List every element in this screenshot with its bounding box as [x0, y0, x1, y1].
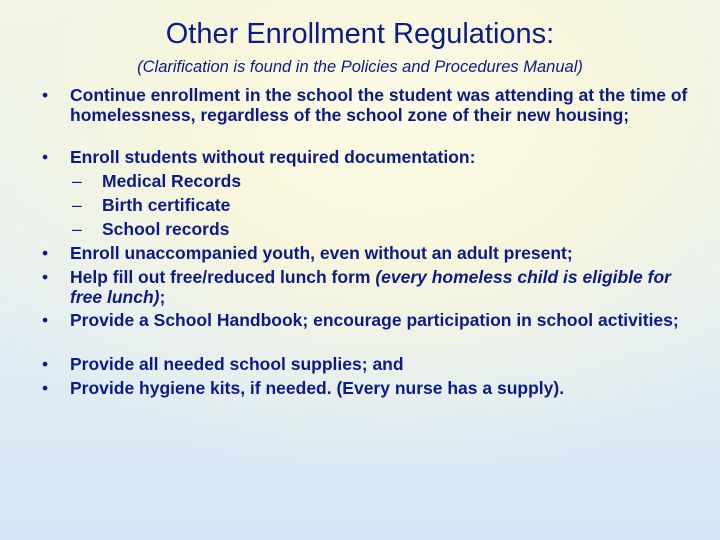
- list-item-text: Provide all needed school supplies; and: [70, 354, 404, 374]
- list-item-text: Enroll unaccompanied youth, even without an adult present;: [70, 243, 573, 263]
- list-item-italic-text: (every homeless child is eligible for free lunch): [70, 267, 671, 307]
- list-item: [42, 267, 690, 307]
- sub-list-item: [72, 195, 231, 215]
- sub-list-item-text: Medical Records: [102, 171, 242, 191]
- list-item-text: Help fill out free/reduced lunch form: [70, 267, 376, 287]
- list-item: [42, 85, 690, 125]
- bullet-icon: •: [42, 378, 49, 398]
- slide-subtitle: (Clarification is found in the Policies and Procedures Manual): [137, 58, 583, 76]
- sub-list-item-text: School records: [102, 219, 230, 239]
- dash-icon: –: [72, 219, 82, 239]
- list-item-text: Continue enrollment in the school the student was attending at the time of homelessness, regardless of the school zone of their new housing;: [70, 85, 688, 125]
- list-item-text: Provide hygiene kits, if needed. (Every nurse has a supply).: [70, 378, 565, 398]
- sub-list-item: [72, 171, 242, 191]
- sub-list-item-text: Birth certificate: [102, 195, 231, 215]
- bullet-icon: •: [42, 147, 49, 167]
- bullet-icon: •: [42, 354, 49, 374]
- sub-list-item: [72, 219, 230, 239]
- bullet-icon: •: [42, 85, 49, 105]
- list-item: [42, 243, 690, 263]
- list-item-text: Enroll students without required documentation:: [70, 147, 476, 167]
- list-item: [42, 378, 690, 398]
- slide-title: Other Enrollment Regulations:: [165, 18, 555, 50]
- bullet-icon: •: [42, 310, 49, 330]
- list-item: [42, 147, 690, 167]
- bullet-icon: •: [42, 243, 49, 263]
- list-item: [42, 310, 690, 330]
- list-item-text-end: ;: [159, 287, 166, 307]
- dash-icon: –: [72, 171, 82, 191]
- list-item-text: Provide a School Handbook; encourage participation in school activities;: [70, 310, 679, 330]
- list-item: [42, 354, 690, 374]
- bullet-icon: •: [42, 267, 49, 287]
- dash-icon: –: [72, 195, 82, 215]
